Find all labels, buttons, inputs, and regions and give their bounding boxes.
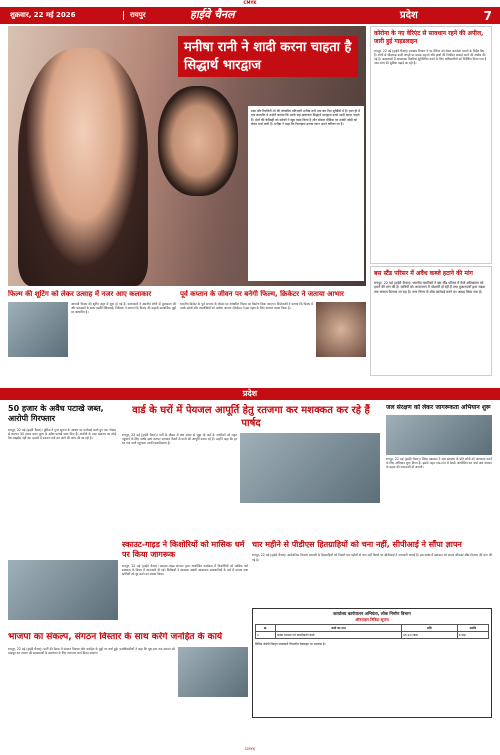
left-lower-photo xyxy=(8,560,118,620)
edition-city: रायपुर xyxy=(123,11,146,20)
notice-cell: 6 माह xyxy=(457,631,488,638)
scouts-story xyxy=(122,540,248,630)
notice-cell: 45.20 लाख xyxy=(401,631,457,638)
cricketer-photo xyxy=(316,302,366,357)
pds-headline: चार महीने से पीडीएस हितग्राहियों को चना नहीं, सीपीआई ने सौंपा ज्ञापन xyxy=(252,540,462,549)
actress-photo xyxy=(18,48,148,286)
side-top-headline: कोरोना के नए वेरिएंट से सावधान रहने की अपील, जारी हुई गाइडलाइन xyxy=(374,30,484,45)
lead-headline: मनीषा रानी ने शादी करना चाहता है सिद्धार्थ भारद्वाज xyxy=(178,36,358,77)
notice-col-header: अवधि xyxy=(457,624,488,631)
paper-logo: हाईवे चैनल xyxy=(190,8,235,21)
actor-photo xyxy=(158,86,238,196)
side-story-top xyxy=(370,26,492,264)
mid-left-body: आगामी फिल्म की शूटिंग शहर में शुरू हो गई है। कलाकारों ने स्थानीय लोगों से मुलाकात की और प्रशंसकों के साथ तस्वीरें खिंचवाईं। निर्देशक ने बताया कि फिल्म की कहानी सामाजिक मुद्दों पर आधारित है। xyxy=(71,302,176,315)
bjp-headline: भाजपा का संकल्प, संगठन विस्तार के साथ करेंगे जनहित के कार्य xyxy=(8,632,223,642)
center-lead-body: रायपुर, 22 मई (हाईवे चैनल)। गर्मी के मौसम में जल संकट से जूझ रहे वार्ड के नागरिकों को राहत पहुंचाने के लिए पार्षद स्वयं रातभर जागकर टैंकरों से पानी की आपूर्ति करवा रहे हैं। उन्होंने कहा कि हर घर तक पानी पहुंचाना उनकी प्राथमिकता है। xyxy=(122,433,237,446)
mid-left-headline: फिल्म की शूटिंग को लेकर उत्साह में नजर आए कलाकार xyxy=(8,290,152,298)
lead-body: डांस और रियलिटी शो की लोकप्रिय प्रतिभागी मनीषा रानी एक बार फिर सुर्खियों में हैं। हाल ही में एक बातचीत में उन्होंने बताया कि उनके सह-कलाकार सिद्धार्थ भारद्वाज उनसे शादी करना चाहते हैं। दोनों की केमिस्ट्री को दर्शकों ने खूब पसंद किया है और सोशल मीडिया पर उनकी जोड़ी को लेकर चर्चा जारी है। मनीषा ने कहा कि फिलहाल उनका ध्यान अपने करियर पर है। xyxy=(248,106,364,281)
bjp-story xyxy=(8,632,248,742)
lead-story xyxy=(8,26,366,286)
side-story-bottom xyxy=(370,266,492,376)
right-col-headline: जल संरक्षण को लेकर जागरूकता अभियान शुरू xyxy=(386,404,491,411)
notice-table xyxy=(255,624,489,639)
issue-date: शुक्रवार, 22 मई 2026 xyxy=(10,11,76,19)
table-row xyxy=(256,631,489,638)
notice-subtitle: ऑनलाइन निविदा सूचना xyxy=(355,616,389,622)
notice-col-header: कार्य का नाम xyxy=(276,624,402,631)
left-col-body: रायपुर, 22 मई (हाईवे चैनल)। पुलिस ने गुप्त सूचना के आधार पर कार्रवाई करते हुए एक गोदाम से लगभग 50 हजार रुपए मूल्य के अवैध पटाखे जब्त किए हैं। आरोपी के पास भंडारण का कोई वैध लाइसेंस नहीं था। मामले में प्रकरण दर्ज कर आगे की जांच की जा रही है। xyxy=(8,427,116,441)
mid-left-story xyxy=(8,290,176,385)
mid-left-photo xyxy=(8,302,68,357)
section-band: प्रदेश xyxy=(0,388,500,400)
center-lead-photo xyxy=(240,433,380,503)
bjp-body: रायपुर, 22 मई (हाईवे चैनल)। पार्टी की बैठक में संगठन विस्तार और जनहित के मुद्दों पर चर्चा हुई। पदाधिकारियों ने कहा कि बूथ स्तर तक संगठन को मजबूत कर जनता की समस्याओं के समाधान के लिए लगातार कार्य किया जाएगा। xyxy=(8,646,175,655)
section-name: प्रदेश xyxy=(400,10,418,21)
notice-note: निविदा संबंधी विस्तृत जानकारी विभागीय वेबसाइट पर उपलब्ध है। xyxy=(255,641,326,646)
cmyk-top: CMYK xyxy=(0,0,500,7)
center-lead-story xyxy=(122,404,380,534)
mid-center-body: भारतीय क्रिकेट के पूर्व कप्तान के जीवन पर आधारित फिल्म का निर्माण किया जाएगा। निर्माताओं ने बताया कि फिल्म में उनके संघर्ष और उपलब्धियों को दर्शाया जाएगा। क्रिकेटर ने इस पहल के लिए आभार व्यक्त किया है। xyxy=(180,302,313,311)
right-col-body: रायपुर, 22 मई (हाईवे चैनल)। जिला प्रशासन ने जल संरक्षण के प्रति लोगों को जागरूक करने के लिए अभियान शुरू किया है। इसके तहत गांव-गांव में बैठकें आयोजित कर वर्षा जल संचयन के महत्व की जानकारी दी जाएगी। xyxy=(386,456,492,470)
mid-center-headline: पूर्व कप्तान के जीवन पर बनेगी फिल्म, क्रिकेटर ने जताया आभार xyxy=(180,290,344,298)
left-lower-photo-block xyxy=(8,560,118,630)
scouts-body: रायपुर, 22 मई (हाईवे चैनल)। स्काउट-गाइड संगठन द्वारा आयोजित कार्यक्रम में किशोरियों को मासिक धर्म स्वच्छता के विषय में जानकारी दी गई। विशेषज्ञों ने स्वच्छता संबंधी आवश्यक सावधानियों के बारे में बताया तथा भ्रांतियों को दूर करने का प्रयास किया। xyxy=(122,563,248,577)
cmyk-footer: CMYK xyxy=(244,746,256,751)
scouts-headline: स्काउट-गाइड ने किशोरियों को मासिक धर्म पर किया जागरूक xyxy=(122,540,245,560)
notice-header-row xyxy=(256,624,489,631)
right-column-story xyxy=(386,404,492,544)
side-top-body: रायपुर, 22 मई (हाईवे चैनल)। स्वास्थ्य विभाग ने नए वेरिएंट को लेकर सतर्कता बरतने के निर्देश दिए हैं। लोगों से भीड़भाड़ वाली जगहों पर मास्क पहनने और हाथों की नियमित सफाई करने की अपील की गई है। अस्पतालों में आवश्यक तैयारियां सुनिश्चित करने के लिए अधिकारियों को निर्देशित किया गया है तथा जांच की सुविधा बढ़ाई जा रही है। xyxy=(374,48,487,66)
center-lead-headline: वार्ड के घरों में पेयजल आपूर्ति हेतु रतजगा कर मशक्कत कर रहे हैं पार्षद xyxy=(132,405,370,429)
bjp-photo xyxy=(178,647,248,697)
mid-center-story xyxy=(180,290,366,385)
right-col-photo xyxy=(386,415,492,455)
page-number: 7 xyxy=(483,9,492,23)
side-bottom-headline: बस स्टैंड परिसर में अवैध कब्जे हटाने की मांग xyxy=(374,270,473,277)
notice-col-header: क्र. xyxy=(256,624,276,631)
page-header xyxy=(0,7,500,24)
notice-col-header: राशि xyxy=(401,624,457,631)
pds-story xyxy=(252,540,492,606)
notice-cell: 1 xyxy=(256,631,276,638)
notice-cell: सड़क मरम्मत एवं डामरीकरण कार्य xyxy=(276,631,402,638)
notice-title: कार्यालय कार्यपालन अभियंता, लोक निर्माण विभाग xyxy=(333,611,411,616)
side-bottom-body: रायपुर, 22 मई (हाईवे चैनल)। स्थानीय नागरिकों ने बस स्टैंड परिसर में फैले अतिक्रमण को हटाने की मांग की है। यात्रियों को आवागमन में परेशानी हो रही है तथा दुकानदारों द्वारा सड़क तक सामान फैलाया जा रहा है। नगर निगम से शीघ्र कार्रवाई करने का आग्रह किया गया है। xyxy=(374,280,486,294)
left-column-story xyxy=(8,404,116,554)
pds-body: रायपुर, 22 मई (हाईवे चैनल)। सार्वजनिक वितरण प्रणाली के हितग्राहियों को पिछले चार महीनों से चना नहीं मिलने पर सीपीआई ने नाराजगी जताई है। इस संबंध में प्रशासन को ज्ञापन सौंपकर शीघ्र वितरण की मांग की गई है। xyxy=(252,553,492,562)
left-col-headline: 50 हजार के अवैध पटाखे जब्त, आरोपी गिरफ्तार xyxy=(8,404,104,424)
tender-notice xyxy=(252,608,492,718)
